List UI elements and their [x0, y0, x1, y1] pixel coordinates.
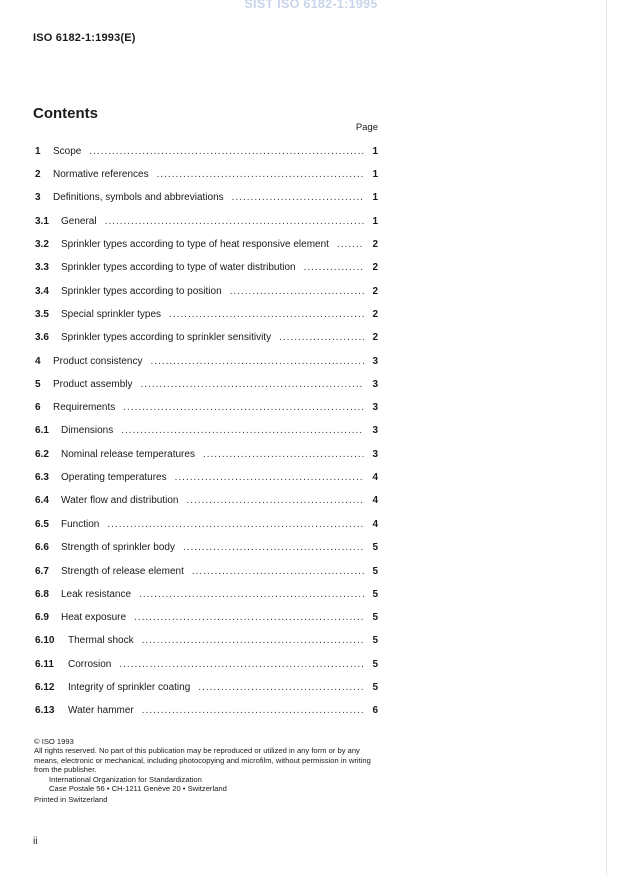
toc-entry-page: 3 [372, 402, 378, 413]
toc-entry-page: 3 [372, 425, 378, 436]
toc-entry-page: 4 [372, 495, 378, 506]
toc-entry-page: 1 [372, 216, 378, 227]
toc-entry-page: 5 [372, 589, 378, 600]
toc-entry-number: 3.6 [35, 332, 49, 343]
toc-leader-dots [157, 168, 364, 182]
toc-entry-title: Requirements [53, 402, 116, 413]
toc-leader-dots [203, 448, 364, 462]
toc-entry[interactable] [35, 261, 378, 275]
toc-entry-page: 4 [372, 472, 378, 483]
toc-entry-page: 5 [372, 659, 378, 670]
toc-entry-number: 6.5 [35, 519, 49, 530]
toc-entry-title: Product assembly [53, 379, 133, 390]
toc-entry-title: Strength of sprinkler body [61, 542, 175, 553]
toc-entry-number: 6.7 [35, 566, 49, 577]
toc-leader-dots [142, 634, 364, 648]
toc-entry-page: 2 [372, 239, 378, 250]
toc-entry-title: Definitions, symbols and abbreviations [53, 192, 224, 203]
toc-leader-dots [279, 331, 364, 345]
copyright-line: © ISO 1993 [34, 737, 74, 746]
toc-entry-title: Strength of release element [61, 566, 184, 577]
toc-leader-dots [169, 308, 364, 322]
toc-entry[interactable] [35, 448, 378, 462]
page-column-label: Page [355, 122, 378, 133]
page-number: ii [33, 836, 38, 847]
toc-entry-title: Special sprinkler types [61, 309, 162, 320]
toc-leader-dots [140, 378, 364, 392]
toc-entry[interactable] [35, 681, 378, 695]
toc-leader-dots [89, 145, 364, 159]
toc-entry-page: 5 [372, 542, 378, 553]
copyright-notice [34, 737, 384, 805]
toc-leader-dots [139, 588, 364, 602]
toc-entry[interactable] [35, 215, 378, 229]
toc-entry-title: Sprinkler types according to sprinkler sensitivity [61, 332, 272, 343]
toc-entry[interactable] [35, 401, 378, 415]
toc-leader-dots [198, 681, 364, 695]
toc-leader-dots [304, 261, 364, 275]
toc-entry-title: Sprinkler types according to type of heat responsive element [61, 239, 329, 250]
toc-entry-page: 3 [372, 356, 378, 367]
toc-entry-title: Sprinkler types according to position [61, 286, 222, 297]
toc-entry-title: Scope [53, 146, 82, 157]
contents-heading: Contents [33, 105, 98, 122]
toc-entry-page: 1 [372, 146, 378, 157]
toc-entry-number: 6.8 [35, 589, 49, 600]
toc-entry[interactable] [35, 378, 378, 392]
toc-entry-page: 3 [372, 379, 378, 390]
toc-entry-title: Heat exposure [61, 612, 127, 623]
toc-entry-number: 6.9 [35, 612, 49, 623]
toc-entry-page: 2 [372, 332, 378, 343]
toc-entry-number: 3.1 [35, 216, 49, 227]
toc-entry[interactable] [35, 658, 378, 672]
toc-entry-number: 6.10 [35, 635, 55, 646]
publisher-address: Case Postale 56 • CH-1211 Genève 20 • Switzerland [49, 784, 227, 794]
toc-entry[interactable] [35, 588, 378, 602]
toc-entry[interactable] [35, 285, 378, 299]
toc-entry-number: 4 [35, 356, 41, 367]
toc-entry[interactable] [35, 308, 378, 322]
toc-entry[interactable] [35, 704, 378, 718]
toc-entry[interactable] [35, 611, 378, 625]
toc-entry-number: 3 [35, 192, 41, 203]
toc-entry-number: 6 [35, 402, 41, 413]
toc-leader-dots [192, 565, 364, 579]
toc-entry[interactable] [35, 238, 378, 252]
toc-entry-title: Leak resistance [61, 589, 132, 600]
toc-entry-title: Function [61, 519, 100, 530]
toc-entry-title: Corrosion [68, 659, 112, 670]
toc-entry-title: Thermal shock [68, 635, 134, 646]
toc-entry-page: 1 [372, 192, 378, 203]
toc-entry[interactable] [35, 145, 378, 159]
toc-entry-page: 2 [372, 262, 378, 273]
toc-entry-page: 2 [372, 309, 378, 320]
toc-entry-number: 1 [35, 146, 41, 157]
toc-entry-number: 6.4 [35, 495, 49, 506]
toc-entry-number: 5 [35, 379, 41, 390]
watermark-text: SIST ISO 6182-1:1995 [244, 0, 378, 11]
toc-entry-title: General [61, 216, 97, 227]
toc-leader-dots [337, 238, 364, 252]
scan-edge-line [606, 0, 607, 875]
toc-entry-page: 3 [372, 449, 378, 460]
document-id: ISO 6182-1:1993(E) [33, 32, 136, 44]
toc-leader-dots [230, 285, 364, 299]
toc-leader-dots [151, 355, 365, 369]
toc-leader-dots [186, 494, 364, 508]
toc-leader-dots [105, 215, 364, 229]
toc-leader-dots [123, 401, 364, 415]
toc-leader-dots [232, 191, 364, 205]
toc-entry-number: 3.5 [35, 309, 49, 320]
toc-entry-title: Nominal release temperatures [61, 449, 195, 460]
toc-entry[interactable] [35, 191, 378, 205]
publisher-name: International Organization for Standardization [49, 774, 202, 784]
toc-entry-page: 5 [372, 682, 378, 693]
toc-leader-dots [121, 424, 364, 438]
toc-entry-number: 6.12 [35, 682, 55, 693]
toc-entry-number: 6.13 [35, 705, 55, 716]
toc-entry[interactable] [35, 634, 378, 648]
toc-leader-dots [175, 471, 364, 485]
toc-entry-number: 6.2 [35, 449, 49, 460]
toc-entry-number: 6.3 [35, 472, 49, 483]
toc-entry-title: Sprinkler types according to type of water distribution [61, 262, 296, 273]
toc-entry-title: Integrity of sprinkler coating [68, 682, 191, 693]
toc-leader-dots [183, 541, 364, 555]
toc-entry-number: 3.4 [35, 286, 49, 297]
toc-entry-page: 6 [372, 705, 378, 716]
toc-entry-page: 5 [372, 612, 378, 623]
toc-entry[interactable] [35, 424, 378, 438]
printed-in: Printed in Switzerland [34, 795, 108, 805]
toc-entry-page: 4 [372, 519, 378, 530]
toc-entry-number: 3.2 [35, 239, 49, 250]
toc-entry[interactable] [35, 565, 378, 579]
toc-entry-title: Operating temperatures [61, 472, 167, 483]
toc-entry-title: Water flow and distribution [61, 495, 179, 506]
toc-entry-page: 5 [372, 635, 378, 646]
toc-entry-title: Dimensions [61, 425, 114, 436]
toc-entry-number: 6.11 [35, 659, 54, 670]
toc-leader-dots [142, 704, 364, 718]
toc-entry-number: 6.6 [35, 542, 49, 553]
toc-entry-title: Water hammer [68, 705, 134, 716]
toc-leader-dots [134, 611, 364, 625]
toc-entry-title: Product consistency [53, 356, 143, 367]
toc-entry[interactable] [35, 518, 378, 532]
toc-entry-number: 3.3 [35, 262, 49, 273]
toc-entry[interactable] [35, 541, 378, 555]
toc-entry-number: 6.1 [35, 425, 49, 436]
toc-entry[interactable] [35, 471, 378, 485]
toc-leader-dots [119, 658, 364, 672]
toc-entry[interactable] [35, 494, 378, 508]
toc-entry-title: Normative references [53, 169, 149, 180]
toc-entry-page: 2 [372, 286, 378, 297]
toc-entry[interactable] [35, 355, 378, 369]
toc-entry-number: 2 [35, 169, 41, 180]
toc-entry[interactable] [35, 331, 378, 345]
toc-entry-page: 5 [372, 566, 378, 577]
toc-entry-page: 1 [372, 169, 378, 180]
rights-statement: All rights reserved. No part of this publication may be reproduced or utilized in any form or by any means, electronic or mechanical, including photocopying and microfilm, without permission in writing from the publisher. [34, 746, 371, 775]
toc-entry[interactable] [35, 168, 378, 182]
toc-leader-dots [107, 518, 364, 532]
